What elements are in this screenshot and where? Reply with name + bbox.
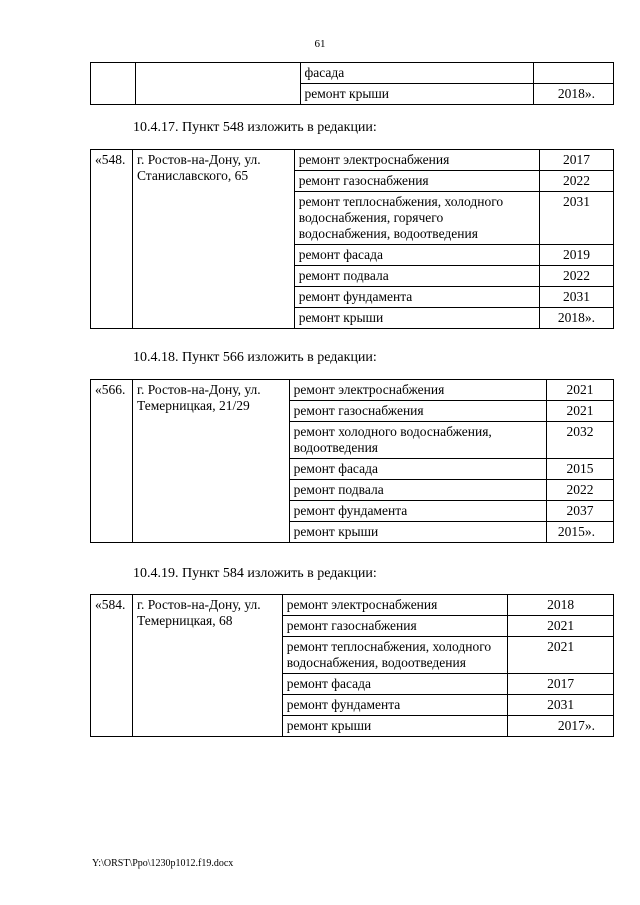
year-cell: 2021 [508,637,614,674]
table-548 [90,149,614,329]
year-cell: 2021 [547,401,614,422]
year-cell: 2017». [508,716,614,737]
table-row [91,595,614,616]
work-cell: ремонт крыши [300,84,534,105]
work-cell: ремонт крыши [282,716,507,737]
table-row [91,150,614,171]
section-heading-566: 10.4.18. Пункт 566 изложить в редакции: [133,350,377,365]
work-cell: ремонт подвала [294,266,539,287]
work-cell: ремонт газоснабжения [282,616,507,637]
year-cell: 2037 [547,501,614,522]
year-cell: 2031 [540,192,614,245]
address-cell [135,63,300,105]
year-cell: 2021 [508,616,614,637]
year-cell: 2022 [547,480,614,501]
work-cell: ремонт крыши [294,308,539,329]
work-cell: ремонт электроснабжения [282,595,507,616]
table-row [91,63,614,84]
table-continuation [90,62,614,105]
work-cell: фасада [300,63,534,84]
work-cell: ремонт электроснабжения [294,150,539,171]
work-cell: ремонт фундамента [282,695,507,716]
year-cell: 2015». [547,522,614,543]
work-cell: ремонт фасада [289,459,546,480]
year-cell: 2015 [547,459,614,480]
num-cell: «548. [91,150,133,329]
table-row [91,380,614,401]
work-cell: ремонт фундамента [289,501,546,522]
num-cell: «566. [91,380,133,543]
work-cell: ремонт теплоснабжения, холодного водоснабжения, горячего водоснабжения, водоотведения [294,192,539,245]
address-cell: г. Ростов-на-Дону, ул. Станиславского, 65 [132,150,294,329]
section-heading-548: 10.4.17. Пункт 548 изложить в редакции: [133,120,377,135]
year-cell: 2018 [508,595,614,616]
year-cell: 2018». [534,84,614,105]
work-cell: ремонт фундамента [294,287,539,308]
work-cell: ремонт газоснабжения [289,401,546,422]
work-cell: ремонт крыши [289,522,546,543]
year-cell: 2021 [547,380,614,401]
footer-file-path: Y:\ORST\Ppo\1230p1012.f19.docx [92,858,234,869]
year-cell: 2032 [547,422,614,459]
year-cell: 2022 [540,266,614,287]
year-cell [534,63,614,84]
work-cell: ремонт электроснабжения [289,380,546,401]
address-cell: г. Ростов-на-Дону, ул. Темерницкая, 21/29 [132,380,289,543]
section-heading-584: 10.4.19. Пункт 584 изложить в редакции: [133,566,377,581]
page-number: 61 [314,38,326,50]
year-cell: 2018». [540,308,614,329]
address-cell: г. Ростов-на-Дону, ул. Темерницкая, 68 [132,595,282,737]
work-cell: ремонт подвала [289,480,546,501]
table-566 [90,379,614,543]
num-cell [91,63,136,105]
year-cell: 2019 [540,245,614,266]
work-cell: ремонт теплоснабжения, холодного водоснабжения, водоотведения [282,637,507,674]
year-cell: 2031 [540,287,614,308]
year-cell: 2031 [508,695,614,716]
year-cell: 2017 [540,150,614,171]
work-cell: ремонт холодного водоснабжения, водоотведения [289,422,546,459]
work-cell: ремонт фасада [294,245,539,266]
year-cell: 2017 [508,674,614,695]
table-584 [90,594,614,737]
num-cell: «584. [91,595,133,737]
work-cell: ремонт газоснабжения [294,171,539,192]
year-cell: 2022 [540,171,614,192]
work-cell: ремонт фасада [282,674,507,695]
